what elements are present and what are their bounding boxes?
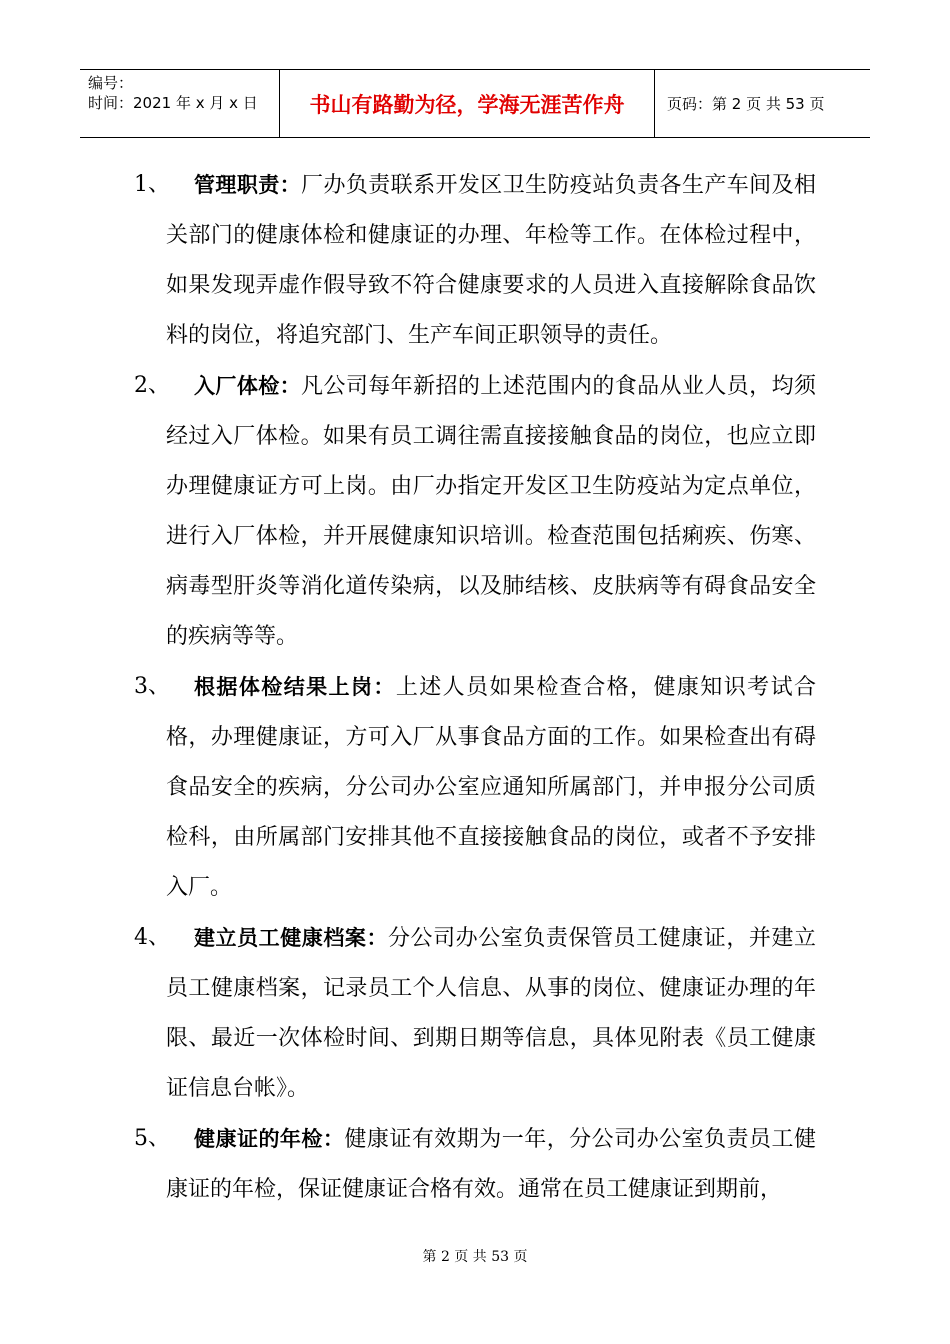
item-body: 上述人员如果检查合格，健康知识考试合格，办理健康证，方可入厂从事食品方面的工作。如果检查出有碍食品安全的疾病，分公司办公室应通知所属部门，并申报分公司质检科，由所属部门安排其他不直接接触食品的岗位，或者不予安排入厂。 (166, 675, 816, 900)
header-motto: 书山有路勤为径，学海无涯苦作舟 (280, 70, 655, 137)
list-item (0, 662, 950, 913)
document-body (0, 160, 950, 1215)
header-meta (80, 70, 280, 137)
item-number: 3、 (134, 674, 170, 699)
list-item (0, 361, 950, 662)
page-header (80, 69, 870, 138)
list-item (0, 1114, 950, 1215)
list-item (0, 913, 950, 1114)
item-text (166, 662, 816, 913)
item-number: 5、 (134, 1126, 170, 1151)
item-body: 厂办负责联系开发区卫生防疫站负责各生产车间及相关部门的健康体检和健康证的办理、年检等工作。在体检过程中，如果发现弄虚作假导致不符合健康要求的人员进入直接解除食品饮料的岗位，将追究部门、生产车间正职领导的责任。 (166, 173, 816, 348)
document-number-label: 编号： (88, 74, 134, 92)
item-text (166, 361, 816, 662)
item-number: 2、 (134, 373, 170, 398)
item-text (166, 913, 816, 1114)
item-body: 分公司办公室负责保管员工健康证，并建立员工健康档案，记录员工个人信息、从事的岗位、健康证办理的年限、最近一次体检时间、到期日期等信息，具体见附表《员工健康证信息台帐》。 (166, 926, 816, 1101)
list-item (0, 160, 950, 361)
item-heading: 根据体检结果上岗： (194, 675, 396, 699)
item-heading: 管理职责： (194, 173, 302, 197)
item-text (166, 1114, 816, 1215)
item-heading: 入厂体检： (194, 374, 302, 398)
item-body: 凡公司每年新招的上述范围内的食品从业人员，均须经过入厂体检。如果有员工调往需直接接触食品的岗位，也应立即办理健康证方可上岗。由厂办指定开发区卫生防疫站为定点单位，进行入厂体检，并开展健康知识培训。检查范围包括痢疾、伤寒、病毒型肝炎等消化道传染病，以及肺结核、皮肤病等有碍食品安全的疾病等等。 (166, 374, 816, 649)
document-date-label: 时间：2021 年 x 月 x 日 (88, 94, 258, 112)
item-body: 健康证有效期为一年，分公司办公室负责员工健康证的年检，保证健康证合格有效。通常在员工健康证到期前， (166, 1127, 816, 1202)
item-number: 4、 (134, 925, 170, 950)
header-page-number: 页码：第 2 页 共 53 页 (667, 95, 825, 113)
item-text (166, 160, 816, 361)
page-footer: 第 2 页 共 53 页 (422, 1249, 528, 1265)
item-number: 1、 (134, 172, 170, 197)
item-heading: 健康证的年检： (194, 1127, 345, 1151)
item-heading: 建立员工健康档案： (194, 926, 388, 950)
